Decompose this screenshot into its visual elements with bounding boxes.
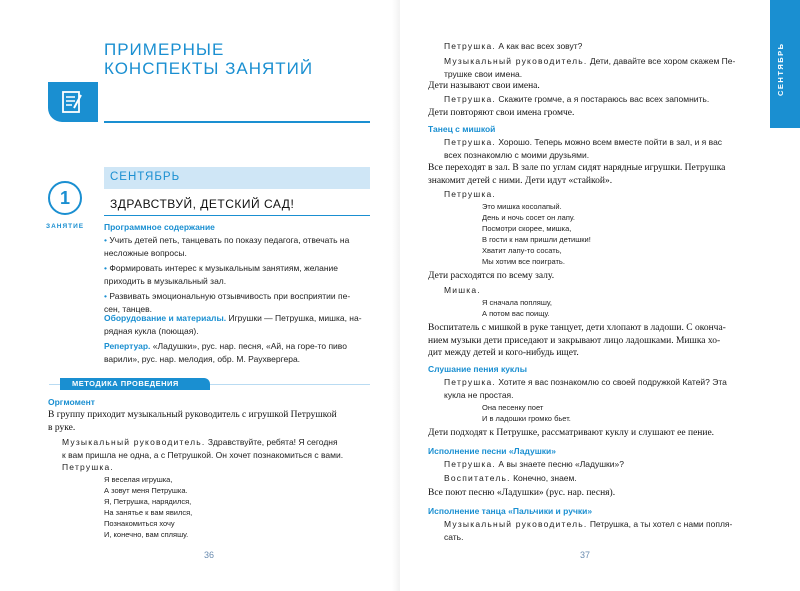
lesson-title: ЗДРАВСТВУЙ, ДЕТСКИЙ САД! (104, 192, 370, 216)
narration: Дети называют свои имена. (428, 81, 540, 91)
narration: Воспитатель с мишкой в руке танцует, дети хлопают в ладоши. С оконча- нием музыки дети приседают и закрывают лицо ладошками. Мишка хо- дит между детей и кого-нибудь ищет. (428, 323, 726, 358)
section-heading: Слушание пения куклы (428, 364, 527, 374)
dialogue-line: Петрушка. Скажите громче, а я постараюсь вас всех запомнить. (444, 94, 710, 104)
program-bullet: • Формировать интерес к музыкальным занятиям, желание (104, 263, 339, 273)
dialogue-line: Петрушка. Хотите я вас познакомлю со своей подружкой Катей? Эта кукла не простая. (444, 377, 727, 400)
petrushka-poem: Я веселая игрушка, А зовут меня Петрушка. Я, Петрушка, нарядился, На занятье к вам явился, Познакомиться хочу И, конечно, вам спляшу. (104, 475, 193, 539)
section-heading: Исполнение танца «Пальчики и ручки» (428, 506, 593, 516)
chapter-title-line-2: КОНСПЕКТЫ ЗАНЯТИЙ (104, 59, 314, 78)
method-heading: МЕТОДИКА ПРОВЕДЕНИЯ (60, 378, 210, 390)
equipment-label: Оборудование и материалы. (104, 313, 227, 323)
speaker-role: Петрушка. (62, 462, 114, 472)
section-heading: Исполнение песни «Ладушки» (428, 446, 557, 456)
program-bullet-cont: приходить в музыкальный зал. (104, 275, 227, 286)
dialogue-line: Музыкальный руководитель. Петрушка, а ты хотел с нами попля- сать. (444, 519, 733, 542)
narration: Дети расходятся по всему залу. (428, 271, 555, 281)
month-side-tab (770, 0, 800, 128)
narration: Дети повторяют свои имена громче. (428, 108, 575, 118)
notes-icon (48, 82, 98, 122)
speaker-role: Мишка. (444, 285, 481, 295)
program-bullet-cont: несложные вопросы. (104, 247, 187, 258)
section-heading: Танец с мишкой (428, 124, 496, 134)
doll-poem: Она песенку поет И в ладошки громко бьет. (482, 403, 571, 423)
dialogue-line: Музыкальный руководитель. Дети, давайте все хором скажем Пе- трушке свои имена. (444, 56, 736, 79)
orgmoment-paragraph: В группу приходит музыкальный руководитель с игрушкой Петрушкой в руке. (48, 410, 337, 433)
dialogue-line: Петрушка. А как вас всех зовут? (444, 41, 583, 51)
mishka-reply-poem: Я сначала попляшу, А потом вас поищу. (482, 298, 552, 318)
page-number: 36 (204, 550, 215, 560)
equipment-paragraph: Оборудование и материалы. Игрушки — Петрушка, мишка, на- рядная кукла (поющая). (104, 313, 362, 336)
month-band: СЕНТЯБРЬ (104, 167, 370, 189)
narration: Дети подходят к Петрушке, рассматривают куклу и слушают ее пение. (428, 428, 715, 438)
right-page (400, 0, 800, 591)
repertoire-label: Репертуар. (104, 341, 151, 351)
speaker-role: Музыкальный руководитель. (62, 437, 206, 447)
chapter-title-line-1: ПРИМЕРНЫЕ (104, 40, 225, 59)
dialogue-line: Петрушка. Хорошо. Теперь можно всем вместе пойти в зал, и я вас всех познакомлю с моими друзьями. (444, 137, 723, 160)
mishka-poem: Это мишка косолапый. День и ночь сосет он лапу. Посмотри скорее, мишка, В гости к нам пришли детишки! Хватит лапу-то сосать, Мы хотим все поиграть. (482, 202, 591, 266)
repertoire-paragraph: Репертуар. «Ладушки», рус. нар. песня, «Ай, на горе-то пиво варили», рус. нар. мелодия, обр. М. Раухвергера. (104, 341, 347, 364)
speaker-role: Петрушка. (444, 189, 496, 199)
dialogue-line: Воспитатель. Конечно, знаем. (444, 473, 577, 483)
narration: Все переходят в зал. В зале по углам сидят нарядные игрушки. Петрушка знакомит детей с ними. Дети идут «стайкой». (428, 163, 726, 186)
orgmoment-heading: Оргмомент (48, 397, 95, 407)
program-list (104, 234, 374, 315)
program-bullet-cont: сен, танцев. (104, 303, 152, 314)
lesson-word: ЗАНЯТИЕ (46, 223, 85, 230)
side-tab-label: СЕНТЯБРЬ (776, 42, 785, 96)
director-speech: Музыкальный руководитель. Здравствуйте, ребята! Я сегодня к вам пришла не одна, а с Петрушкой. Он хочет познакомиться с вами. (62, 437, 344, 460)
chapter-rule (104, 121, 370, 123)
page-number: 37 (580, 550, 591, 560)
program-bullet: • Развивать эмоциональную отзывчивость при восприятии пе- (104, 291, 351, 301)
dialogue-line: Петрушка. А вы знаете песню «Ладушки»? (444, 459, 624, 469)
chapter-title (104, 40, 313, 78)
lesson-number-badge: 1 (48, 181, 82, 215)
program-bullet: • Учить детей петь, танцевать по показу педагога, отвечать на (104, 235, 350, 245)
narration: Все поют песню «Ладушки» (рус. нар. песня). (428, 488, 616, 498)
program-heading: Программное содержание (104, 222, 215, 232)
